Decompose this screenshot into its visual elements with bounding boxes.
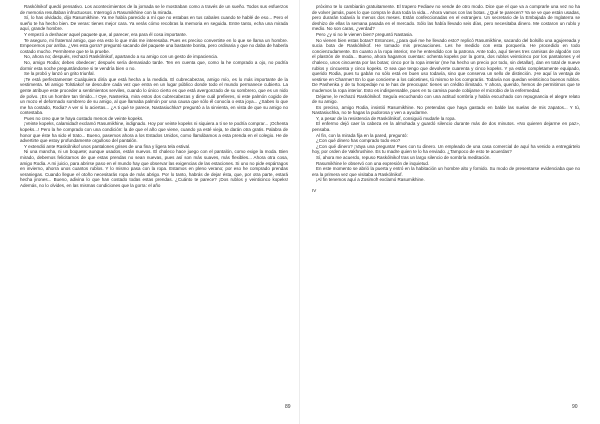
paragraph: Pero ¿y si no le vienen bien? preguntó Nastasia. <box>316 31 414 37</box>
left-page-number: 89 <box>285 404 291 410</box>
paragraph: No vienen bien estas botas? Entonces, ¿para qué me he llevado esto? replicó Rasumikhine, sacando del bolsillo una agujereada y sucia bota de Raskólnikof. He tomado mis precauciones. Les he medido con esta porquería. He procedido en todo concienzudamente. En cuanto a la ropa interior, me he entendido con la patrona. Ante todo, aquí tienes tres camisas de algodón con el plastrón de moda... Bueno, ahora hagamos cuentas: ochenta kopeks por la gorra, dos rublos veinticinco por los pantalones y el chaleco, unos cincuenta por las botas; cinco por la ropa interior (me ha hecho un precio por todo, sin detallar), dan en total de nueve rublos y cincuenta y cinco kopeks. O sea que tengo que devolverte cuarenta y cinco kopeks. Y ya estás completamente equipado, querido Rodia, pues tu gabán no sólo está en buen uso todavía, sino que conserva un sello de distinción. ¡He aquí la ventaja de vestirse en Charmer! En lo que concierne a los calcetines, tú mismo te los comprarás. Todavía nos quedan veinticinco buenos rublos. De Pashenka y de tu hospedaje no te has de preocupar: tienes un crédito ilimitado. Y ahora, querido, hemos de permitirnos que te mudemos la ropa interior. Esto es indispensable, pues en tu camisa puede cobijarse el microbio de la enfermedad. <box>312 37 580 93</box>
right-page-number: 90 <box>572 404 578 410</box>
paragraph: Y empezó a deshacer aquel paquete que, al parecer, era para él cosa importante. <box>24 31 188 37</box>
paragraph: Ni una mancha, ni un boquete; aunque usados, están nuevos. El chaleco hace juego con el pantalón, como exige la moda. Bien mirado, debemos felicitarnos de que estas prendas no sean nuevas, pues así son más suaves, más flexibles... Ahora otra cosa, amigo Rodia. A mi juicio, para abrirse paso en el mundo hay que observar las exigencias de las estaciones. Si uno no pide espárragos en invierno, ahorra unos cuantos rublos. Y lo mismo pasa con la ropa. Estamos en pleno verano; por eso he comprado prendas veraniegas. Cuando llegue el otoño necesitarás ropa de más abrigo. Por lo tanto, habrás de dejar ésta, que, por otra parte, estará hecha jirones... Bueno, adivina lo que han costado todas estas prendas. ¿Cuánto te parece? ¡Dos rublos y veinticinco kopeks! Además, no lo olvides, en las mismas condiciones que la gorra: el año <box>20 149 288 188</box>
paragraph: Sí, lo has olvidado, dijo Rasumikhine. Ya me había parecido a mí que no estabas en tus cabales cuando te hablé de eso... Pero el sueño te ha hecho bien. De veras: tienes mejor cara. Ya verás cómo recobras la memoria en seguida. Entre tanto, echa una mirada aquí, grande hombre. <box>20 15 288 32</box>
paragraph: Déjame, le rechazó Raskólnikof. Seguía escuchando con una actitud sombría y había escuchado con repugnancia el alegre relato de su amigo. <box>312 93 580 105</box>
paragraph: ¡Al fin tenemos aquí a Zosimof! exclamó Rasumikhine. <box>316 177 425 183</box>
paragraph: Al fin, con la mirada fija en la pared, preguntó: <box>316 132 408 138</box>
paragraph: Se la probó y lanzó un grito triunfal. <box>24 71 95 77</box>
paragraph: Es preciso, amigo Rodia, insistió Rasumikhine. No pretendas que haya gastado en balde las suelas de mis zapatos... Y tú, Nastasiuchka, no te hagas la pudorosa y ven a ayudarme. <box>312 104 580 116</box>
paragraph: El enfermo dejó caer la cabeza en la almohada y guardó silencio durante más de dos minutos. «No quieren dejarme en paz», pensaba. <box>312 121 580 133</box>
paragraph: Sí, ahora me acuerdo, repuso Raskólnikof tras un largo silencio de sombría meditación. <box>316 155 491 161</box>
paragraph: ¿Con qué dinero has comprado todo eso? <box>316 138 401 144</box>
paragraph: próximo te lo cambiarán gratuitamente. El trapero Fediaev no vende de otro modo. Dice que el que va a comprarle una vez no ha de volver jamás, pues lo que compra le dura toda la vida... Ahora vamos con las botas. ¿Qué te parecen? Ya se ve que están usadas, pero durarán todavía lo menos dos meses. Están confeccionadas en el extranjero. Un secretario de la Embajada de Inglaterra se deshizo de ellas la semana pasada en el mercado. Sólo las había llevado seis días, pero necesitaba dinero. Me costaron un rublo y medio. No son caras, ¿verdad? <box>312 4 580 32</box>
paragraph: No, amigo Rodia; debes obedecer; después sería demasiado tarde. Ten en cuenta que, como la he comprado a ojo, no podría dormir esta noche preguntándome si te vendría bien o no. <box>20 59 288 71</box>
paragraph: En este momento se abrió la puerta y entró en la habitación un hombre alto y fornido. Su modo de presentarse evidenciaba que no era la primera vez que visitaba a Raskólnikof. <box>312 166 580 177</box>
paragraph: Y, a pesar de la resistencia de Raskólnikof, consiguió mudarle la ropa. <box>316 115 456 121</box>
left-page <box>20 4 288 408</box>
paragraph: ¡Te está perfectamente! Cualquiera diría que está hecha a la medida. El cubrecabezas, amigo mío, es lo más importante de la vestimenta. Mi amigo Tolstiakof se descubre cada vez que entra en un lugar público donde todo el mundo permanece cubierto. La gente atribuye este proceder a sentimientos serviles, cuando lo único cierto es que está avergonzado de su sombrero, que es un nido de polvo. ¡Es un hombre tan tímido...! Oye, Nastenka, mira estos dos cubrecabezas y dime cuál prefieres, si este palmón cogido de un mozo el deformado sombrero de su amigo, al que llamaba palmón por una causa que sólo él conocía o esta joya... ¿Sabes lo que me ha costado, Rodia? A ver si lo aciertas... ¿A ti qué te parece, Nastasiuchka? preguntó a la sirvienta, en vista de que su amigo no contestaba. <box>20 76 288 116</box>
right-page <box>312 4 580 408</box>
paragraph: Y extendió ante Raskólnikof unos pantalones grises de una fina y ligera tela estival. <box>24 143 191 149</box>
paragraph: Pues no creo que te haya costado menos de veinte kopeks. <box>24 115 144 121</box>
paragraph: ¿Con qué dinero? ¡Vaya una pregunta! Pues con tu dinero. Un empleado de una casa comercial de aquí ha venido a entregártelo hoy, por orden de Vakhrushine. Es tu madre quien te lo ha enviado. ¿Tampoco de esto te acuerdas? <box>312 143 580 155</box>
paragraph: Rasumikhine le observó con una expresión de inquietud. <box>316 160 430 166</box>
paragraph: No, ahora no; después, rechazó Raskólnikof, apartando a su amigo con un gesto de impaciencia. <box>24 54 219 60</box>
chapter-heading: IV <box>312 188 317 193</box>
paragraph: Raskólnikof quedó pensativo. Los acontecimientos de la jornada se le mostraban como a través de un sueño. Todos sus esfuerzos de memoria resultaban infructuosos. Interrogó a Rasumikhine con la mirada. <box>20 4 288 15</box>
paragraph: Te aseguro, mi fraternal amigo, que era esto lo que más me interesaba. Pues es preciso convertirte en lo que se llama un hombre. Empecemos por arriba. ¿Ves esta gorra? preguntó sacando del paquete una bastante bonita, pero ordinaria y que no daba de haberla costado mucho. Permíteme que te la pruebe. <box>20 37 288 54</box>
page-gutter <box>299 0 300 424</box>
paragraph: ¡Veinte kopeks, calamidad! exclamó Rasumikhine, indignado. Hoy por veinte kopeks ni siquiera a ti se te podría comprar... ¡Ochenta kopeks...! Pero la he comprado con una condición: la de que el año que viene, cuando ya esté vieja, te darán otra gratis. Palabra de honor que éste ha sido el trato... Bueno, pasemos ahora a los Estados Unidos, como llamábamos a esta prenda en el colegio. He de advertirte que estoy profundamente orgulloso del pantalón. <box>20 121 288 144</box>
